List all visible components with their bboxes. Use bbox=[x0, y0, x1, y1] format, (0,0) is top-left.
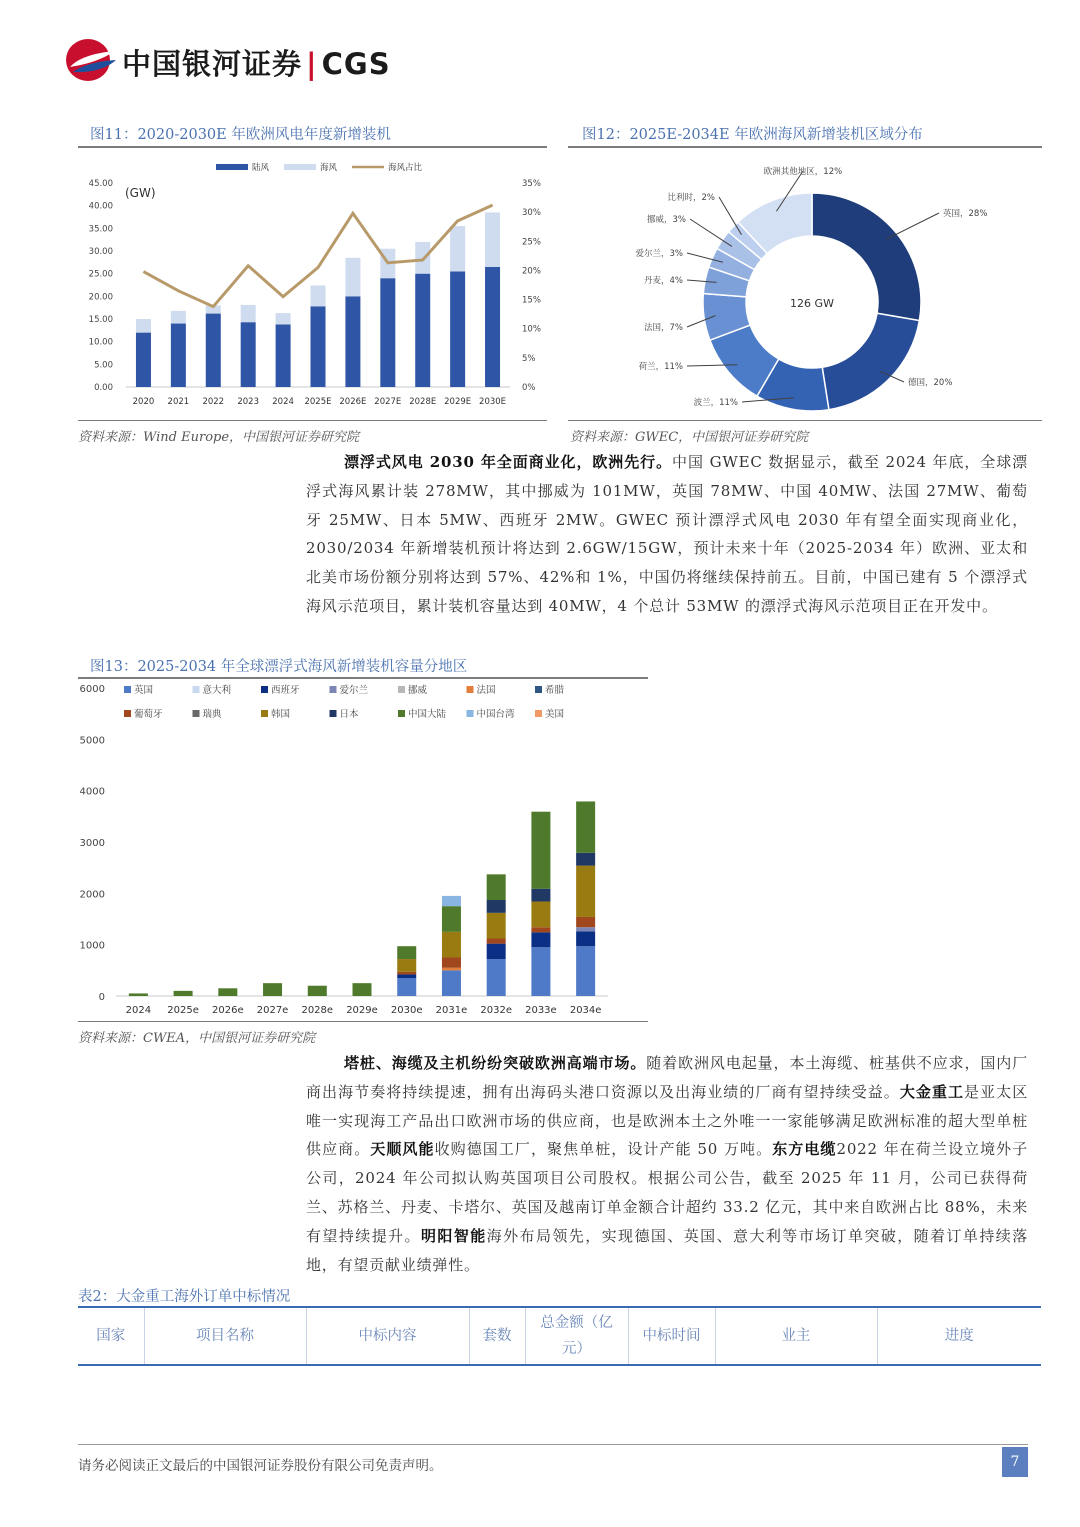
fig13-bar-segment bbox=[576, 946, 595, 996]
col-total-amount: 总金额（亿元） bbox=[525, 1307, 628, 1365]
fig13-legend-swatch bbox=[535, 686, 542, 693]
paragraph-overseas-text2: 是亚太区唯一实现海工产品出口欧洲市场的供应商，也是欧洲本土之外唯一一家能够满足欧洲标准的超大型单桩供应商。 bbox=[306, 1082, 1028, 1159]
fig11-legend-swatch bbox=[216, 164, 248, 170]
fig13-y-tick-label: 3000 bbox=[79, 838, 105, 849]
fig13-y-tick-label: 1000 bbox=[79, 940, 105, 952]
table-header-row bbox=[78, 1307, 1041, 1365]
brand-separator: | bbox=[306, 47, 318, 81]
fig13-legend-swatch bbox=[535, 710, 542, 717]
fig11-bar-offshore bbox=[136, 319, 151, 333]
fig13-bar-segment bbox=[397, 946, 416, 959]
fig11-x-tick-label: 2025E bbox=[304, 397, 332, 407]
fig13-bar-segment bbox=[308, 986, 327, 996]
fig11-right-tick-label: 20% bbox=[522, 266, 541, 277]
fig11-bar-onshore bbox=[136, 333, 151, 387]
fig13-bar-segment bbox=[531, 889, 550, 902]
fig11-bar-onshore bbox=[241, 322, 256, 387]
fig13-legend-label: 挪威 bbox=[408, 685, 428, 696]
fig13-legend-label: 希腊 bbox=[545, 685, 565, 696]
fig13-legend-label: 美国 bbox=[545, 709, 565, 720]
brand-name-cn: 中国银河证券 bbox=[122, 47, 303, 81]
fig11-right-tick-label: 15% bbox=[522, 295, 541, 306]
fig13-bar-segment bbox=[397, 972, 416, 975]
fig13-top-rule bbox=[78, 677, 648, 679]
fig13-source: 资料来源：CWEA，中国银河证券研究院 bbox=[78, 1031, 316, 1046]
fig11-bar-offshore bbox=[241, 305, 256, 322]
fig11-bar-onshore bbox=[380, 278, 395, 387]
fig13-x-tick-label: 2029e bbox=[346, 1005, 378, 1016]
fig13-legend-swatch bbox=[124, 686, 131, 693]
paragraph-overseas-text1: 随着欧洲风电起量，本土海缆、桩基供不应求，国内厂商出海节奏将持续提速，拥有出海码头港口资源以及出海业绩的厂商有望持续受益。 bbox=[306, 1054, 1028, 1101]
footer-rule bbox=[78, 1444, 1028, 1445]
fig13-bar-segment bbox=[353, 983, 372, 996]
fig11-x-tick-label: 2028E bbox=[409, 397, 437, 407]
fig13-chart bbox=[78, 680, 648, 1020]
fig13-legend-label: 意大利 bbox=[202, 685, 232, 696]
fig11-right-tick-label: 25% bbox=[522, 237, 541, 248]
fig12-slice-label: 爱尔兰，3% bbox=[635, 249, 683, 259]
fig13-legend-swatch bbox=[330, 686, 337, 693]
fig13-legend-label: 中国台湾 bbox=[476, 709, 515, 720]
fig13-legend-label: 英国 bbox=[134, 685, 154, 696]
fig13-legend-label: 爱尔兰 bbox=[339, 685, 369, 696]
fig11-left-tick-label: 5.00 bbox=[94, 360, 113, 371]
fig12-donut-slice bbox=[822, 313, 919, 409]
paragraph-overseas-text3: 收购德国工厂，聚焦单桩，设计产能 50 万吨。 bbox=[434, 1140, 773, 1159]
fig13-bar-segment bbox=[487, 939, 506, 944]
fig13-legend-swatch bbox=[193, 710, 200, 717]
paragraph-floating-wind-lead: 漂浮式风电 2030 年全面商业化，欧洲先行。 bbox=[344, 453, 673, 471]
fig12-leader-line bbox=[887, 213, 939, 239]
fig13-x-tick-label: 2034e bbox=[569, 1005, 602, 1016]
fig11-left-tick-label: 45.00 bbox=[88, 179, 113, 189]
footer-disclaimer: 请务必阅读正文最后的中国银河证券股份有限公司免责声明。 bbox=[78, 1458, 443, 1474]
fig13-y-tick-label: 4000 bbox=[79, 786, 105, 798]
fig11-x-tick-label: 2022 bbox=[202, 397, 225, 407]
fig12-chart bbox=[568, 150, 1042, 418]
fig11-x-tick-label: 2027E bbox=[374, 397, 402, 407]
fig12-leader-line bbox=[690, 219, 732, 246]
fig11-right-tick-label: 5% bbox=[522, 353, 536, 364]
fig11-x-tick-label: 2023 bbox=[237, 397, 260, 407]
fig13-x-tick-label: 2027e bbox=[256, 1005, 289, 1016]
company-mingyang: 明阳智能 bbox=[420, 1226, 487, 1245]
fig13-bar-segment bbox=[531, 902, 550, 928]
fig13-legend-label: 西班牙 bbox=[271, 685, 300, 696]
fig11-bar-onshore bbox=[415, 274, 430, 387]
fig13-bottom-rule bbox=[78, 1021, 648, 1022]
fig11-right-tick-label: 0% bbox=[522, 383, 536, 393]
fig13-legend-swatch bbox=[193, 686, 200, 693]
fig13-bar-segment bbox=[442, 958, 461, 968]
brand-swirl-icon bbox=[64, 36, 118, 84]
paragraph-floating-wind bbox=[306, 448, 1028, 621]
fig13-title: 图13：2025-2034 年全球漂浮式海风新增装机容量分地区 bbox=[90, 659, 468, 675]
fig13-bar-segment bbox=[531, 927, 550, 932]
fig13-x-tick-label: 2031e bbox=[435, 1005, 468, 1016]
fig11-bar-onshore bbox=[485, 267, 500, 387]
fig13-legend-label: 瑞典 bbox=[202, 709, 222, 720]
fig12-title: 图12：2025E-2034E 年欧洲海风新增装机区域分布 bbox=[582, 127, 923, 143]
fig11-top-rule bbox=[78, 146, 547, 148]
fig11-bar-offshore bbox=[485, 212, 500, 266]
fig11-right-tick-label: 35% bbox=[522, 179, 541, 189]
fig13-bar-segment bbox=[487, 959, 506, 996]
col-bid-content: 中标内容 bbox=[306, 1307, 469, 1365]
paragraph-overseas-text4: 2022 年在荷兰设立境外子公司，2024 年公司拟认购英国项目公司股权。根据公司公告，截至 2025 年 11 月，公司已获得荷兰、苏格兰、丹麦、卡塔尔、英国及越南订单金额合计超约 33.2 亿元，其中来自欧洲占比 88%，未来有望持续提升。 bbox=[306, 1140, 1029, 1245]
fig12-slice-label: 法国，7% bbox=[644, 323, 683, 333]
fig13-bar-segment bbox=[487, 913, 506, 939]
fig13-bar-segment bbox=[576, 917, 595, 927]
company-tianshun: 天顺风能 bbox=[370, 1140, 435, 1159]
table2-title: 表2：大金重工海外订单中标情况 bbox=[78, 1289, 291, 1305]
fig13-bar-segment bbox=[576, 931, 595, 946]
fig13-bar-segment bbox=[442, 896, 461, 906]
fig12-slice-label: 荷兰，11% bbox=[638, 362, 683, 372]
fig11-bar-onshore bbox=[206, 314, 221, 387]
fig13-legend-swatch bbox=[467, 686, 474, 693]
fig12-top-rule bbox=[568, 146, 1042, 148]
orders-table bbox=[78, 1306, 1041, 1366]
fig13-bar-segment bbox=[531, 932, 550, 947]
fig13-legend-label: 法国 bbox=[476, 685, 496, 696]
fig11-left-tick-label: 20.00 bbox=[88, 292, 113, 303]
fig13-legend-swatch bbox=[124, 710, 131, 717]
fig11-left-tick-label: 0.00 bbox=[94, 383, 113, 393]
fig11-left-tick-label: 15.00 bbox=[88, 315, 113, 325]
fig11-x-tick-label: 2026E bbox=[339, 397, 367, 407]
fig13-x-tick-label: 2025e bbox=[167, 1005, 199, 1016]
fig11-bar-offshore bbox=[276, 313, 291, 324]
fig13-x-tick-label: 2032e bbox=[480, 1005, 512, 1016]
fig11-x-tick-label: 2020 bbox=[132, 397, 155, 407]
fig13-bar-segment bbox=[487, 900, 506, 913]
fig13-y-tick-label: 0 bbox=[98, 992, 105, 1003]
fig11-bar-onshore bbox=[311, 306, 326, 387]
fig13-legend-label: 日本 bbox=[339, 709, 359, 720]
fig13-legend-swatch bbox=[330, 710, 337, 717]
fig11-legend-label: 陆风 bbox=[252, 163, 270, 173]
fig13-bar-segment bbox=[442, 970, 461, 996]
fig11-right-tick-label: 30% bbox=[522, 208, 541, 219]
paragraph-floating-wind-body: 中国 GWEC 数据显示，截至 2024 年底，全球漂浮式海风累计装 278MW，其中挪威为 101MW，英国 78MW、中国 40MW、法国 27MW、葡萄牙 25MW、日本 5MW、西班牙 2MW。GWEC 预计漂浮式风电 2030 年有望全面实现商业化，2030/2034 年新增装机预计将达到 2.6GW/15GW，预计未来十年（2025-2034 年）欧洲、亚太和北美市场份额分别将达到 57%、42%和 1%，中国仍将继续保持前五。目前，中国已建有 5 个漂浮式海风示范项目，累计装机容量达到 40MW，4 个总计 53MW 的漂浮式海风示范项目正在开发中。 bbox=[306, 453, 1028, 615]
fig11-unit-label: (GW) bbox=[125, 186, 156, 200]
fig13-x-tick-label: 2033e bbox=[525, 1005, 557, 1016]
fig12-bottom-rule bbox=[568, 420, 1042, 421]
fig13-x-tick-label: 2030e bbox=[390, 1005, 423, 1016]
fig13-legend-swatch bbox=[261, 710, 268, 717]
fig13-x-tick-label: 2026e bbox=[212, 1005, 244, 1016]
fig13-bar-segment bbox=[397, 974, 416, 978]
fig13-legend-swatch bbox=[467, 710, 474, 717]
fig11-bar-offshore bbox=[171, 311, 186, 324]
col-progress: 进度 bbox=[877, 1307, 1041, 1365]
fig11-x-tick-label: 2029E bbox=[444, 397, 472, 407]
fig11-bar-onshore bbox=[171, 324, 186, 387]
fig11-bar-offshore bbox=[345, 258, 360, 297]
fig12-slice-label: 丹麦，4% bbox=[644, 276, 683, 286]
fig11-left-tick-label: 40.00 bbox=[88, 201, 113, 212]
fig13-bar-segment bbox=[576, 801, 595, 852]
fig11-legend-swatch bbox=[284, 164, 316, 170]
paragraph-overseas-market bbox=[306, 1049, 1028, 1279]
fig11-x-tick-label: 2030E bbox=[479, 397, 507, 407]
fig13-y-tick-label: 6000 bbox=[79, 684, 105, 695]
fig13-legend-swatch bbox=[398, 686, 405, 693]
fig13-bar-segment bbox=[576, 927, 595, 931]
col-country: 国家 bbox=[78, 1307, 144, 1365]
fig13-bar-segment bbox=[487, 874, 506, 900]
fig13-bar-segment bbox=[576, 866, 595, 917]
fig11-left-tick-label: 30.00 bbox=[88, 247, 113, 257]
fig12-slice-label: 欧洲其他地区，12% bbox=[763, 167, 843, 177]
fig12-source: 资料来源：GWEC，中国银河证券研究院 bbox=[570, 430, 809, 445]
fig13-bar-segment bbox=[442, 906, 461, 932]
fig13-bar-segment bbox=[442, 932, 461, 958]
fig13-bar-segment bbox=[129, 993, 148, 996]
fig12-slice-label: 德国，20% bbox=[908, 378, 953, 388]
fig11-bar-onshore bbox=[276, 324, 291, 387]
fig13-legend-swatch bbox=[398, 710, 405, 717]
col-project-name: 项目名称 bbox=[144, 1307, 306, 1365]
fig13-bar-segment bbox=[487, 944, 506, 959]
fig11-left-tick-label: 10.00 bbox=[88, 337, 113, 348]
fig12-slice-label: 比利时，2% bbox=[667, 193, 715, 203]
fig13-bar-segment bbox=[174, 991, 193, 996]
fig13-legend-label: 葡萄牙 bbox=[134, 709, 163, 720]
fig12-slice-label: 挪威，3% bbox=[647, 215, 686, 225]
fig13-bar-segment bbox=[397, 959, 416, 972]
fig11-bar-onshore bbox=[450, 271, 465, 387]
fig13-legend-swatch bbox=[261, 686, 268, 693]
paragraph-overseas-lead: 塔桩、海缆及主机纷纷突破欧洲高端市场。 bbox=[344, 1054, 647, 1072]
company-daikin: 大金重工 bbox=[899, 1082, 965, 1101]
fig12-slice-label: 波兰，11% bbox=[693, 398, 738, 408]
page-number: 7 bbox=[1002, 1447, 1028, 1477]
fig13-legend-label: 中国大陆 bbox=[408, 709, 447, 720]
fig13-bar-segment bbox=[531, 947, 550, 996]
brand-name-en: CGS bbox=[321, 47, 391, 81]
fig11-left-tick-label: 35.00 bbox=[88, 224, 113, 235]
fig11-x-tick-label: 2021 bbox=[167, 397, 190, 407]
fig11-bar-onshore bbox=[345, 296, 360, 387]
fig11-x-tick-label: 2024 bbox=[272, 397, 294, 407]
fig13-y-tick-label: 2000 bbox=[79, 889, 105, 901]
fig12-center-label: 126 GW bbox=[790, 297, 834, 310]
fig12-slice-label: 英国，28% bbox=[943, 209, 988, 219]
col-bid-date: 中标时间 bbox=[628, 1307, 715, 1365]
fig13-x-tick-label: 2028e bbox=[301, 1005, 334, 1016]
fig13-bar-segment bbox=[442, 968, 461, 971]
fig13-y-tick-label: 5000 bbox=[79, 735, 105, 747]
fig11-legend-label: 海风占比 bbox=[388, 163, 423, 173]
fig11-left-tick-label: 25.00 bbox=[88, 269, 113, 280]
fig13-bar-segment bbox=[531, 812, 550, 889]
company-orient-cable: 东方电缆 bbox=[772, 1140, 837, 1159]
fig11-source: 资料来源：Wind Europe，中国银河证券研究院 bbox=[78, 430, 360, 445]
col-sets: 套数 bbox=[469, 1307, 525, 1365]
fig11-bar-offshore bbox=[450, 226, 465, 271]
col-owner: 业主 bbox=[715, 1307, 877, 1365]
paragraph-overseas-text5: 海外布局领先，实现德国、英国、意大利等市场订单突破，随着订单持续落地，有望贡献业绩弹性。 bbox=[306, 1226, 1029, 1274]
fig13-bar-segment bbox=[263, 983, 282, 996]
fig11-bottom-rule bbox=[78, 420, 547, 421]
fig13-bar-segment bbox=[397, 978, 416, 996]
fig11-bar-offshore bbox=[311, 285, 326, 306]
fig11-title: 图11：2020-2030E 年欧洲风电年度新增装机 bbox=[90, 127, 391, 143]
fig13-legend-label: 韩国 bbox=[271, 709, 291, 720]
fig11-chart bbox=[78, 150, 548, 418]
fig13-bar-segment bbox=[218, 988, 237, 996]
fig13-x-tick-label: 2024 bbox=[125, 1005, 152, 1016]
fig13-bar-segment bbox=[576, 853, 595, 866]
fig11-legend-label: 海风 bbox=[320, 163, 338, 173]
brand-logo bbox=[64, 36, 404, 84]
fig11-right-tick-label: 10% bbox=[522, 324, 541, 335]
